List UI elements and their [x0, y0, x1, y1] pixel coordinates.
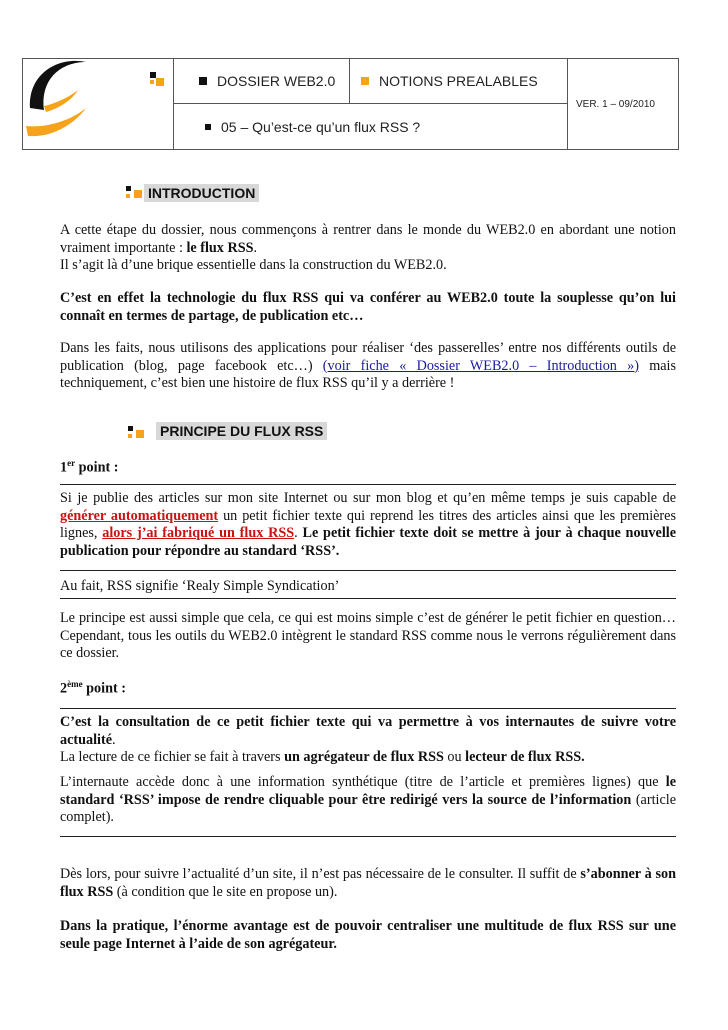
square-bullet-icon	[205, 124, 211, 130]
version-label: VER. 1 – 09/2010	[576, 99, 655, 110]
square-bullet-icon	[199, 77, 207, 85]
principe-heading: PRINCIPE DU FLUX RSS	[156, 422, 327, 440]
intro-paragraph-2: C’est en effet la technologie du flux RSS qui va conférer au WEB2.0 toute la souplesse qu’on lui connaît en termes de partage, de publication etc…	[60, 290, 676, 324]
separator	[60, 484, 676, 485]
square-bullet-icon	[361, 77, 369, 85]
principe-paragraph-6: Dès lors, pour suivre l’actualité d’un site, il n’est pas nécessaire de le consulter. Il suffit de s’abonner à son flux RSS (à condition que le site en propose un).	[60, 866, 676, 900]
separator	[60, 836, 676, 837]
notions-label: NOTIONS PREALABLES	[361, 73, 538, 89]
principe-paragraph-1: Si je publie des articles sur mon site Internet ou sur mon blog et qu’en même temps je suis capable de générer automatiquement un petit fichier texte qui reprend les titres des articles ainsi que les premières lignes, alors j’ai fabriqué un flux RSS. Le petit fichier texte doit se mettre à jour à chaque nouvelle publication pour répondre au standard ‘RSS’.	[60, 490, 676, 559]
intro-paragraph-1: A cette étape du dossier, nous commençons à rentrer dans le monde du WEB2.0 en abordant une notion vraiment importante : le flux RSS. Il s’agit là d’une brique essentielle dans la construction du WEB2.0.	[60, 222, 676, 273]
principe-paragraph-5: L’internaute accède donc à une information synthétique (titre de l’article et premières lignes) que le standard ‘RSS’ impose de rendre cliquable pour être redirigé vers la source de l’information (article complet).	[60, 774, 676, 825]
point-1-label: 1er point :	[60, 458, 119, 476]
subtitle: 05 – Qu’est-ce qu’un flux RSS ?	[205, 119, 420, 135]
intro-heading: INTRODUCTION	[144, 184, 259, 202]
separator	[60, 708, 676, 709]
point-2-label: 2ème point :	[60, 679, 126, 697]
intro-link[interactable]: (voir fiche « Dossier WEB2.0 – Introduction »)	[322, 357, 639, 374]
intro-paragraph-3: Dans les faits, nous utilisons des applications pour réaliser ‘des passerelles’ entre nos différents outils de publication (blog, page facebook etc…) (voir fiche « Dossier WEB2.0 – Introduction ») mais techniquement, c’est bien une histoire de flux RSS qu’il y a derrière !	[60, 340, 677, 391]
separator	[60, 598, 676, 599]
header-table	[22, 58, 679, 150]
principe-paragraph-2: Au fait, RSS signifie ‘Realy Simple Syndication’	[60, 578, 340, 594]
principe-paragraph-4: C’est la consultation de ce petit fichier texte qui va permettre à vos internautes de suivre votre actualité. La lecture de ce fichier se fait à travers un agrégateur de flux RSS ou lecteur de flux RSS.	[60, 714, 676, 765]
separator	[60, 570, 676, 571]
principe-paragraph-7: Dans la pratique, l’énorme avantage est de pouvoir centraliser une multitude de flux RSS sur une seule page Internet à l’aide de son agrégateur.	[60, 918, 676, 952]
principe-paragraph-3: Le principe est aussi simple que cela, ce qui est moins simple c’est de générer le petit fichier en question…Cependant, tous les outils du WEB2.0 intègrent le standard RSS comme nous le verrons régulièrement dans ce dossier.	[60, 610, 676, 661]
dossier-label: DOSSIER WEB2.0	[199, 73, 335, 89]
